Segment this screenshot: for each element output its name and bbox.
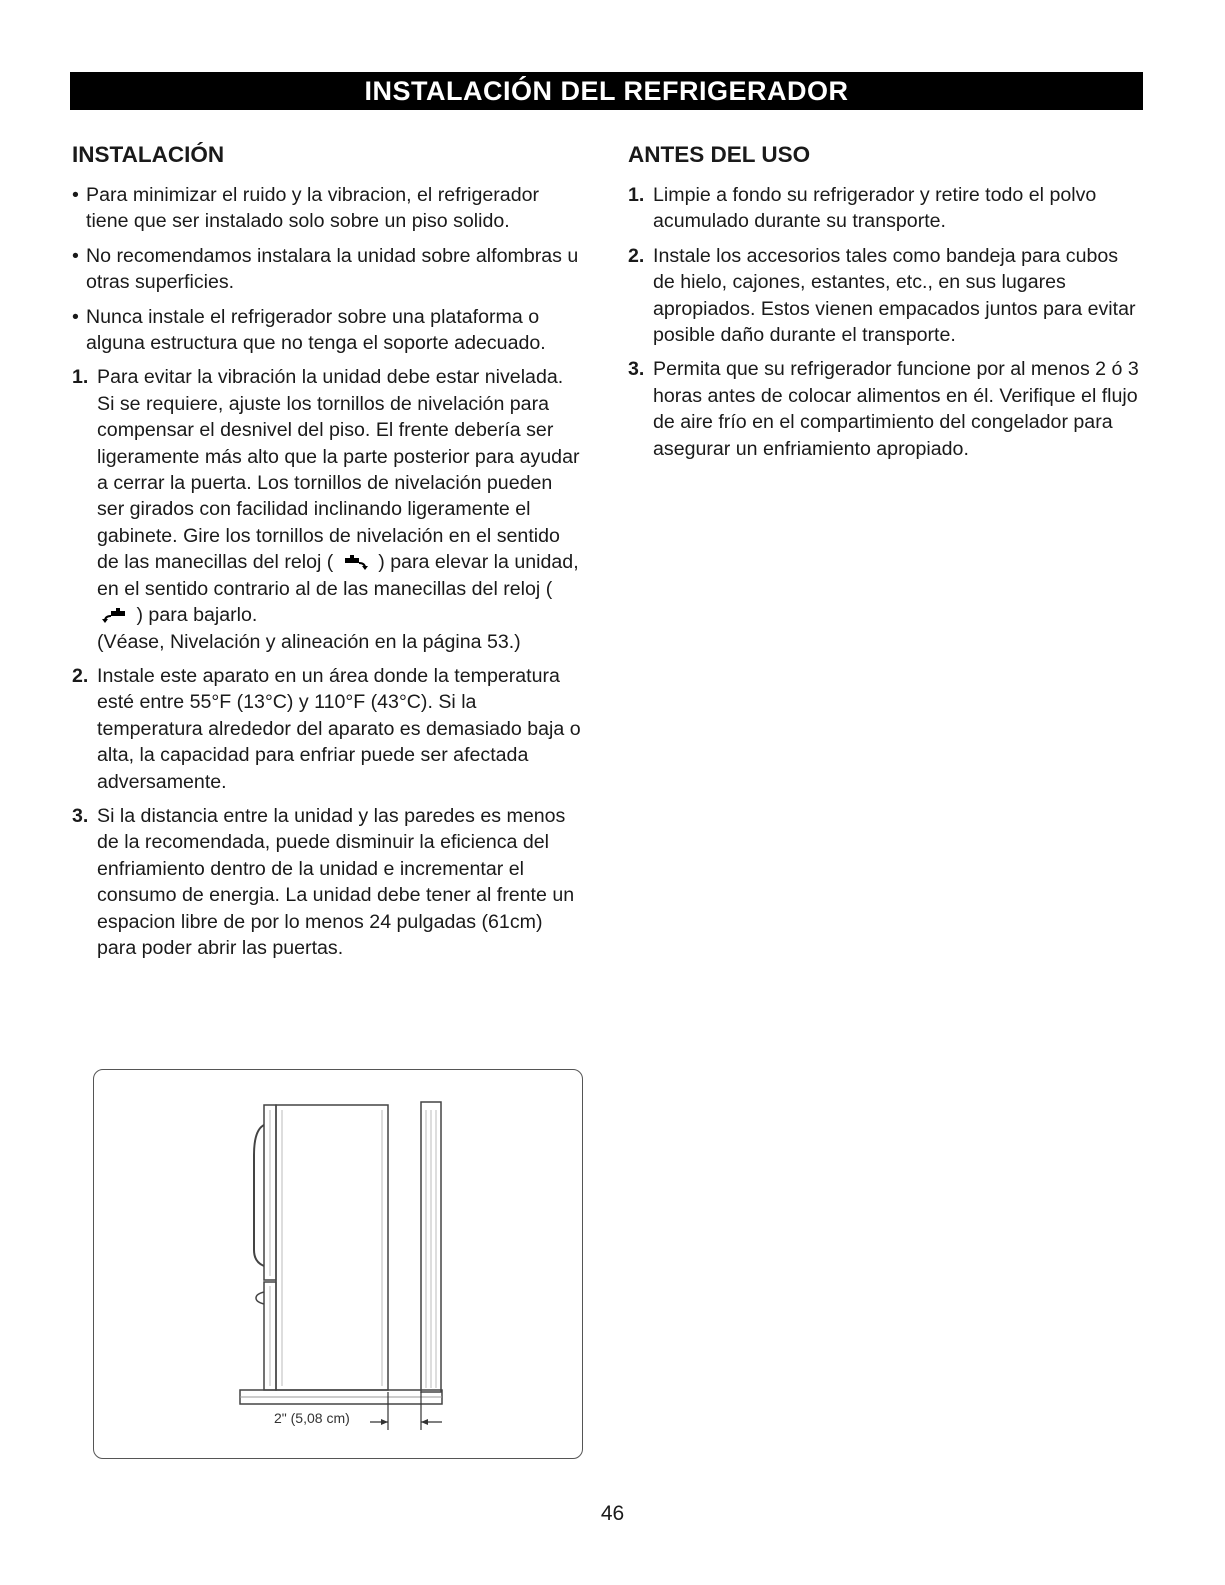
before-use-column — [628, 140, 1143, 470]
numbered-item — [628, 356, 1143, 462]
installation-heading: INSTALACIÓN — [72, 142, 225, 167]
item-number: 1. — [628, 184, 645, 206]
item-text: Instale este aparato en un área donde la temperatura esté entre 55°F (13°C) y 110°F (43°C). Si la temperatura alrededor del aparato es demasiado baja o alta, la capacidad para enfriar puede ser afectada adversamente. — [97, 664, 581, 793]
numbered-item — [72, 803, 584, 961]
clockwise-rotation-icon — [343, 554, 369, 572]
bullet-text: No recomendamos instalara la unidad sobre alfombras u otras superficies. — [86, 244, 579, 294]
bullet-marker: • — [72, 184, 79, 206]
item-note: (Véase, Nivelación y alineación en la página 53.) — [97, 630, 521, 653]
numbered-item — [72, 663, 584, 795]
item-text: ) para bajarlo. — [136, 604, 258, 627]
item-text: Para evitar la vibración la unidad debe estar nivelada. Si se requiere, ajuste los tornillos de nivelación para compensar el desnivel del piso. El frente debería ser ligeramente más alto que la parte posterior para ayudar a cerrar la puerta. Los tornillos de nivelación pueden ser girados con facilidad inclinando ligeramente el gabinete. Gire los tornillos de nivelación en el sentido de las manecillas del reloj ( — [97, 366, 580, 574]
item-text: Permita que su refrigerador funcione por al menos 2 ó 3 horas antes de colocar alimentos en él. Verifique el flujo de aire frío en el compartimiento del congelador para asegurar un enfriamiento apropiado. — [653, 358, 1139, 460]
numbered-item — [72, 364, 584, 654]
bullet-item — [72, 304, 584, 357]
bullet-marker: • — [72, 305, 79, 328]
item-text: Instale los accesorios tales como bandeja para cubos de hielo, cajones, estantes, etc., en sus lugares apropiados. Estos vienen empacados juntos para evitar posible daño durante el transporte. — [653, 244, 1136, 347]
item-number: 2. — [72, 664, 89, 687]
installation-column — [72, 140, 584, 969]
refrigerator-clearance-diagram — [94, 1070, 584, 1460]
item-number: 3. — [628, 358, 645, 381]
bullet-text: Nunca instale el refrigerador sobre una plataforma o alguna estructura que no tenga el soporte adecuado. — [86, 305, 546, 355]
bullet-text: Para minimizar el ruido y la vibracion, el refrigerador tiene que ser instalado solo sobre un piso solido. — [86, 184, 540, 233]
numbered-item — [628, 182, 1143, 235]
numbered-item — [628, 243, 1143, 349]
item-text: Si la distancia entre la unidad y las paredes es menos de la recomendada, puede disminuir la eficienca del enfriamiento dentro de la unidad e incrementar el consumo de energia. La unidad debe tener al frente un espacion libre de por lo menos 24 pulgadas (61cm) para poder abrir las puertas. — [97, 804, 575, 959]
bullet-item — [72, 182, 584, 235]
item-number: 2. — [628, 244, 645, 267]
section-banner: INSTALACIÓN DEL REFRIGERADOR — [70, 72, 1143, 110]
item-text: Limpie a fondo su refrigerador y retire todo el polvo acumulado durante su transporte. — [653, 184, 1097, 233]
bullet-item — [72, 243, 584, 296]
page-number: 46 — [600, 1502, 625, 1525]
counterclockwise-rotation-icon — [101, 607, 127, 625]
item-text: ) para elevar la unidad, en el sentido contrario al de las manecillas del reloj ( — [97, 551, 579, 600]
clearance-label: 2" (5,08 cm) — [274, 1410, 350, 1426]
clearance-figure — [93, 1069, 583, 1459]
bullet-marker: • — [72, 244, 79, 267]
item-number: 3. — [72, 804, 89, 827]
before-use-heading: ANTES DEL USO — [628, 142, 811, 167]
item-number: 1. — [72, 366, 89, 389]
